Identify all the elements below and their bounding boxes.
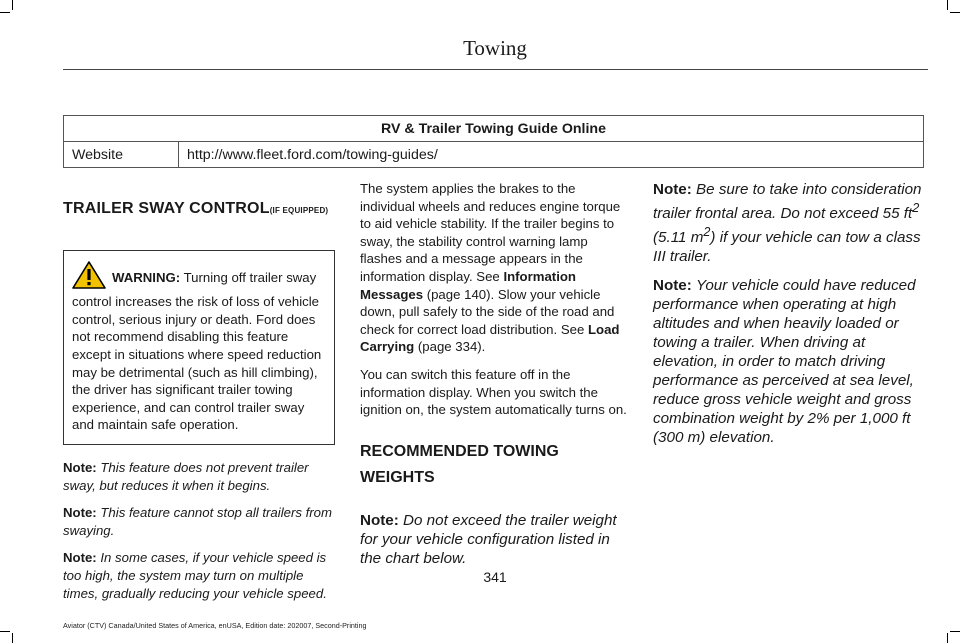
header-divider: [63, 69, 928, 70]
body-text: (page 140). Slow your vehicle down, pull safely to the side of the road and check for correct load distribution. See: [360, 286, 615, 337]
note-label: Note:: [63, 550, 97, 566]
note-text: Your vehicle could have reduced performance when operating at high altitudes and when heavily loaded or towing a trailer. When driving at elevation, in order to match driving performance as perceived at sea level, reduce gross vehicle weight and gross combination weight by 2% per 1,000 ft (300 m) elevation.: [653, 277, 916, 447]
note-text: In some cases, if your vehicle speed is too high, the system may turn on multiple times, gradually reducing your vehicle speed.: [63, 550, 327, 601]
note-label: Note:: [63, 505, 97, 521]
page-number: 341: [483, 569, 507, 585]
warning-box: [63, 250, 335, 445]
note-label: Note:: [63, 459, 97, 475]
right-column: [653, 180, 928, 457]
body-paragraph: You can switch this feature off in the information display. When you switch the ignition on, the system automatically turns on.: [360, 366, 627, 418]
warning-triangle-icon: [72, 261, 106, 294]
cross-reference-link[interactable]: Load Carrying: [360, 321, 620, 355]
crop-mark: [950, 631, 960, 632]
body-paragraph: [360, 180, 632, 356]
note-text-part: (5.11 m: [653, 229, 704, 247]
document-info: Aviator (CTV) Canada/United States of America, enUSA, Edition date: 202007, Second-Printing: [63, 621, 367, 630]
section-heading-text: TRAILER SWAY CONTROL: [63, 200, 270, 217]
body-text: (page 334).: [414, 339, 486, 355]
crop-mark: [12, 633, 13, 643]
crop-mark: [12, 0, 13, 10]
note-text: This feature does not prevent trailer sway, but reduces it when it begins.: [63, 459, 309, 493]
note-paragraph: [63, 459, 335, 494]
table-cell-label: Website: [64, 142, 179, 168]
note-paragraph: [360, 511, 632, 568]
note-text: [653, 181, 921, 265]
left-column: [63, 180, 335, 612]
note-paragraph: [653, 276, 928, 447]
note-text: This feature cannot stop all trailers from swaying.: [63, 505, 332, 538]
towing-guide-table: [63, 115, 924, 168]
note-label: Note:: [360, 511, 399, 529]
note-text-part: ) if your vehicle can tow a class III trailer.: [653, 229, 921, 266]
note-paragraph: [63, 504, 335, 539]
note-paragraph: [653, 180, 928, 266]
section-heading-sway: [63, 200, 335, 220]
superscript: 2: [912, 201, 920, 215]
note-label: Note:: [653, 277, 692, 295]
warning-label: WARNING:: [112, 269, 181, 285]
section-heading-towing-weights: RECOMMENDED TOWING WEIGHTS: [360, 442, 559, 486]
table-title: RV & Trailer Towing Guide Online: [64, 116, 924, 142]
section-heading-suffix: (IF EQUIPPED): [269, 206, 329, 215]
crop-mark: [0, 631, 10, 632]
middle-column: [360, 180, 632, 578]
cross-reference-link[interactable]: Information Messages: [360, 268, 576, 302]
note-text-part: Be sure to take into consideration trailer frontal area. Do not exceed 55 ft: [653, 181, 922, 223]
superscript: 2: [703, 225, 711, 240]
crop-mark: [947, 633, 948, 643]
table-header-row: [64, 116, 924, 142]
table-row: [64, 142, 924, 168]
crop-mark: [947, 0, 948, 10]
note-text: Do not exceed the trailer weight for your vehicle configuration listed in the chart below.: [360, 511, 617, 567]
body-text: The system applies the brakes to the individual wheels and reduces engine torque to aid vehicle stability. If the trailer begins to sway, the stability control warning lamp flashes and a message appears in the information display. See: [360, 181, 621, 284]
warning-text: Turning off trailer sway control increases the risk of loss of vehicle control, serious injury or death. Ford does not recommend disabling this feature except in situations where speed reduction may be detrimental (such as hill climbing), the driver has significant trailer towing experience, and can control trailer sway and maintain safe operation.: [72, 269, 322, 433]
crop-mark: [950, 12, 960, 13]
note-label: Note:: [653, 181, 692, 198]
page-title: Towing: [463, 36, 527, 60]
crop-mark: [0, 12, 10, 13]
website-url[interactable]: http://www.fleet.ford.com/towing-guides/: [179, 142, 924, 168]
